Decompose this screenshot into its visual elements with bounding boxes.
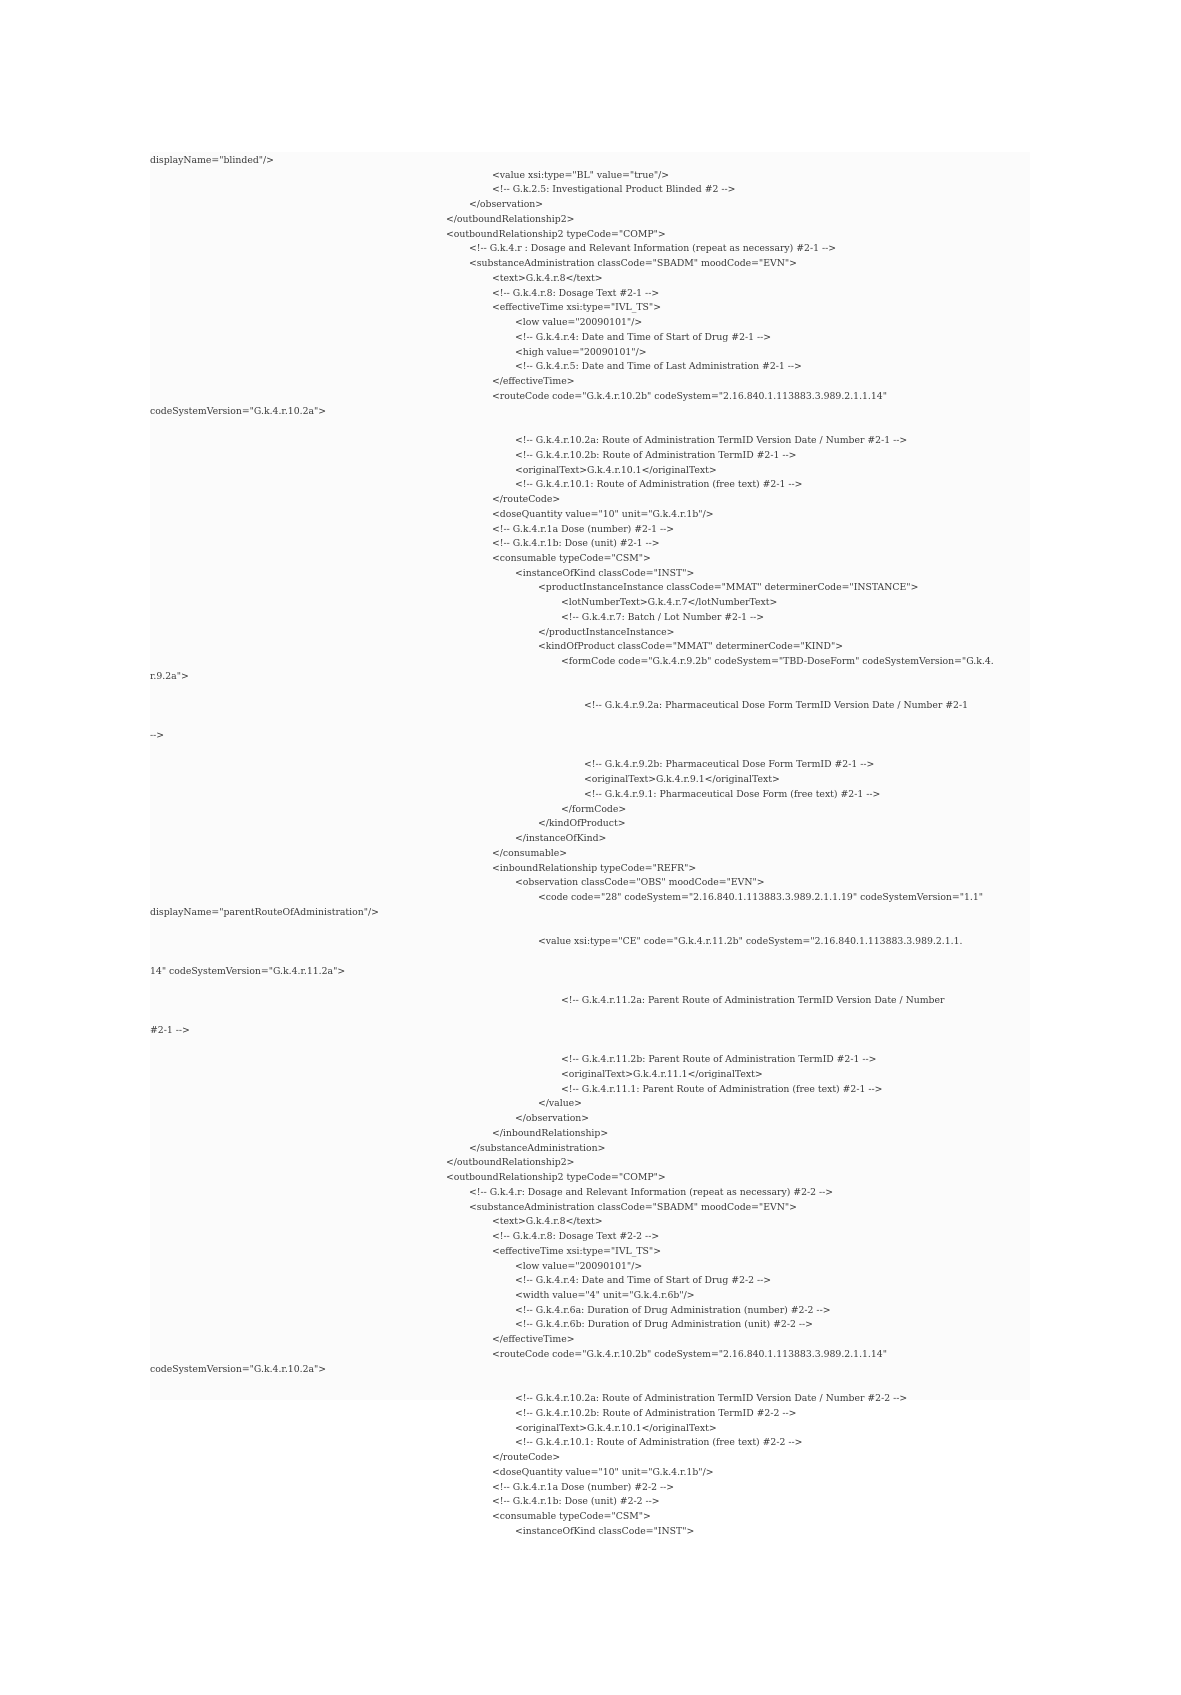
- code-line: r.9.2a">: [150, 670, 189, 682]
- code-line: <inboundRelationship typeCode="REFR">: [492, 862, 697, 874]
- code-line: <!-- G.k.4.r.10.1: Route of Administration (free text) #2-1 -->: [515, 479, 803, 491]
- code-line: <kindOfProduct classCode="MMAT" determinerCode="KIND">: [538, 641, 844, 653]
- xml-code-listing: [150, 152, 1030, 1537]
- code-line: <!-- G.k.4.r.6b: Duration of Drug Administration (unit) #2-2 -->: [515, 1319, 813, 1331]
- code-line: <instanceOfKind classCode="INST">: [515, 567, 695, 579]
- code-line: <value xsi:type="CE" code="G.k.4.r.11.2b" codeSystem="2.16.840.1.113883.3.989.2.1.1.: [538, 936, 963, 948]
- code-line: <instanceOfKind classCode="INST">: [515, 1525, 695, 1537]
- code-line: </kindOfProduct>: [538, 818, 626, 830]
- code-line: <!-- G.k.4.r.4: Date and Time of Start of Drug #2-2 -->: [515, 1275, 772, 1287]
- code-line: <formCode code="G.k.4.r.9.2b" codeSystem="TBD-DoseForm" codeSystemVersion="G.k.4.: [561, 656, 994, 668]
- code-line: <!-- G.k.4.r.9.1: Pharmaceutical Dose Form (free text) #2-1 -->: [584, 788, 881, 800]
- code-line: <!-- G.k.4.r.11.2a: Parent Route of Administration TermID Version Date / Number: [561, 995, 945, 1007]
- code-line: <value xsi:type="BL" value="true"/>: [492, 169, 670, 181]
- code-line: <!-- G.k.2.5: Investigational Product Blinded #2 -->: [492, 184, 736, 196]
- code-line: </effectiveTime>: [492, 1334, 575, 1346]
- code-line: <effectiveTime xsi:type="IVL_TS">: [492, 1245, 661, 1257]
- code-line: <originalText>G.k.4.r.10.1</originalText>: [515, 1422, 717, 1434]
- code-line: -->: [150, 729, 165, 741]
- code-line: </observation>: [515, 1113, 590, 1125]
- code-line: <!-- G.k.4.r.1a Dose (number) #2-2 -->: [492, 1481, 675, 1493]
- code-line: <code code="28" codeSystem="2.16.840.1.113883.3.989.2.1.1.19" codeSystemVersion="1.1": [538, 892, 984, 903]
- code-line: <text>G.k.4.r.8</text>: [492, 1216, 603, 1228]
- code-line: <routeCode code="G.k.4.r.10.2b" codeSystem="2.16.840.1.113883.3.989.2.1.1.14": [492, 390, 887, 402]
- code-line: <!-- G.k.4.r: Dosage and Relevant Information (repeat as necessary) #2-2 -->: [469, 1186, 834, 1198]
- code-line: <!-- G.k.4.r.10.2b: Route of Administration TermID #2-1 -->: [515, 449, 797, 461]
- code-line: </value>: [538, 1098, 582, 1110]
- code-line: </substanceAdministration>: [469, 1142, 606, 1154]
- code-line: displayName="blinded"/>: [150, 155, 274, 166]
- code-line: <!-- G.k.4.r.6a: Duration of Drug Administration (number) #2-2 -->: [515, 1304, 831, 1316]
- code-line: <substanceAdministration classCode="SBADM" moodCode="EVN">: [469, 1201, 797, 1213]
- code-line: <!-- G.k.4.r.10.2a: Route of Administration TermID Version Date / Number #2-1 -->: [515, 435, 908, 447]
- code-line: <!-- G.k.4.r.7: Batch / Lot Number #2-1 -->: [561, 611, 765, 623]
- code-line: <!-- G.k.4.r.8: Dosage Text #2-1 -->: [492, 287, 660, 299]
- code-line: </effectiveTime>: [492, 376, 575, 388]
- code-line: <originalText>G.k.4.r.11.1</originalText>: [561, 1068, 763, 1080]
- code-line: <width value="4" unit="G.k.4.r.6b"/>: [515, 1289, 695, 1301]
- code-line: <consumable typeCode="CSM">: [492, 1511, 651, 1523]
- code-line: <!-- G.k.4.r.10.2b: Route of Administration TermID #2-2 -->: [515, 1407, 797, 1419]
- code-line: <!-- G.k.4.r.1a Dose (number) #2-1 -->: [492, 523, 675, 535]
- code-line: <!-- G.k.4.r.8: Dosage Text #2-2 -->: [492, 1231, 660, 1243]
- code-line: <!-- G.k.4.r.11.2b: Parent Route of Administration TermID #2-1 -->: [561, 1054, 877, 1066]
- code-line: <doseQuantity value="10" unit="G.k.4.r.1b"/>: [492, 1466, 714, 1478]
- code-line: </routeCode>: [492, 1452, 561, 1464]
- code-line: <doseQuantity value="10" unit="G.k.4.r.1b"/>: [492, 508, 714, 520]
- code-line: <!-- G.k.4.r.5: Date and Time of Last Administration #2-1 -->: [515, 361, 802, 373]
- code-line: <high value="20090101"/>: [515, 346, 647, 358]
- code-line: <!-- G.k.4.r.9.2b: Pharmaceutical Dose Form TermID #2-1 -->: [584, 759, 875, 771]
- code-line: codeSystemVersion="G.k.4.r.10.2a">: [150, 405, 327, 417]
- code-line: <!-- G.k.4.r.10.1: Route of Administration (free text) #2-2 -->: [515, 1437, 803, 1449]
- code-line: <outboundRelationship2 typeCode="COMP">: [446, 228, 666, 240]
- code-line: </observation>: [469, 199, 544, 211]
- code-line: </formCode>: [561, 803, 627, 815]
- code-line: <originalText>G.k.4.r.10.1</originalText>: [515, 464, 717, 476]
- code-line: <substanceAdministration classCode="SBADM" moodCode="EVN">: [469, 258, 797, 270]
- code-line: <!-- G.k.4.r.11.1: Parent Route of Administration (free text) #2-1 -->: [561, 1083, 883, 1095]
- code-line: <observation classCode="OBS" moodCode="EVN">: [515, 877, 765, 889]
- code-line: <productInstanceInstance classCode="MMAT" determinerCode="INSTANCE">: [538, 582, 919, 594]
- code-line: <routeCode code="G.k.4.r.10.2b" codeSystem="2.16.840.1.113883.3.989.2.1.1.14": [492, 1348, 887, 1360]
- code-line: codeSystemVersion="G.k.4.r.10.2a">: [150, 1363, 327, 1375]
- code-line: <text>G.k.4.r.8</text>: [492, 272, 603, 284]
- code-line: <outboundRelationship2 typeCode="COMP">: [446, 1172, 666, 1184]
- code-line: <!-- G.k.4.r.1b: Dose (unit) #2-1 -->: [492, 538, 660, 550]
- code-line: <originalText>G.k.4.r.9.1</originalText>: [584, 774, 780, 786]
- code-line: </consumable>: [492, 847, 568, 859]
- code-line: <low value="20090101"/>: [515, 317, 643, 329]
- code-line: <lotNumberText>G.k.4.r.7</lotNumberText>: [561, 597, 778, 609]
- code-line: <!-- G.k.4.r.4: Date and Time of Start of Drug #2-1 -->: [515, 331, 772, 343]
- code-line: <low value="20090101"/>: [515, 1260, 643, 1272]
- code-line: #2-1 -->: [150, 1024, 190, 1036]
- code-line: <!-- G.k.4.r : Dosage and Relevant Information (repeat as necessary) #2-1 -->: [469, 243, 837, 255]
- code-line: <!-- G.k.4.r.10.2a: Route of Administration TermID Version Date / Number #2-2 -->: [515, 1393, 908, 1405]
- code-line: </inboundRelationship>: [492, 1127, 609, 1139]
- code-line: 14" codeSystemVersion="G.k.4.r.11.2a">: [150, 965, 346, 977]
- code-line: </instanceOfKind>: [515, 833, 607, 845]
- code-line: </outboundRelationship2>: [446, 1157, 575, 1169]
- code-line: <!-- G.k.4.r.9.2a: Pharmaceutical Dose Form TermID Version Date / Number #2-1: [584, 700, 969, 712]
- code-line: </productInstanceInstance>: [538, 626, 675, 638]
- code-line: </routeCode>: [492, 494, 561, 506]
- code-line: </outboundRelationship2>: [446, 213, 575, 225]
- code-line: <consumable typeCode="CSM">: [492, 552, 651, 564]
- code-line: <!-- G.k.4.r.1b: Dose (unit) #2-2 -->: [492, 1496, 660, 1508]
- code-line: displayName="parentRouteOfAdministration"/>: [150, 906, 379, 918]
- code-line: <effectiveTime xsi:type="IVL_TS">: [492, 302, 661, 314]
